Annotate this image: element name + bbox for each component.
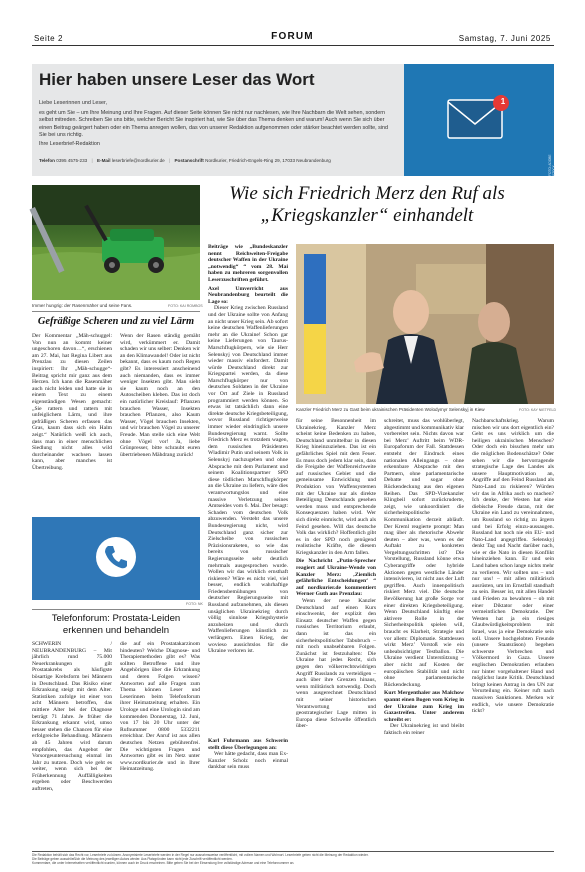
mower-credit: FOTO: KAI ROMBOS (168, 304, 203, 308)
merz-caption: Kanzler Friedrich Merz zu Gast beim ukrainischen Präsidenten Wolodymyr Selenskyj in Kiew (296, 407, 485, 412)
footer-rule (32, 851, 554, 852)
merz-photo (296, 244, 554, 404)
merz-column-3 (384, 418, 464, 850)
phone-label: Telefon (39, 158, 55, 163)
notification-badge: 1 (500, 97, 506, 106)
merz-col1-body: Dieser Krieg zwischen Russland und der Ukraine sollte von Anfang an nicht unser Krieg sein. Ab sofort keine deutschen Waffenlieferungen mehr an die Ukraine! Schon gar keine Lieferungen von Taurus-Marschflugkörpern, wie sie Herr Selenskyj von Deutschland immer wieder massiv einfordert. Damit würde Deutschland direkt zur Kriegspartei werden, da diese Marschflugkörper nur von deutschen Soldaten in der Ukraine vor Ort auf Ziele in Russland programmiert werden können. So etwas ist tatsächlich dann eine direkte deutsche Kriegsbeteiligung, wovor Russland richtigerweise immer wieder eindringlich unsere Bundesregierung warnt. Sollte Friedrich Merz es trotzdem wagen, dem russischen Präsidenten Wladimir Putin und seinem Volk in Selenskyj nachzugeben und ohne Absprache mit dem Parlament und seinem Koalitionspartner SPD diese tödlichen Marschflugkörper an die Ukraine zu liefern, wäre dies verantwortungslos und eine massive Verletzung seines Amtseides vom 6. Mai. Der besagt: Schaden vom deutschen Volk abzuwenden. Versteht das unsere Bundesregierung nicht, wird Deutschland ganz sicher zur Zielscheibe von russischen Präzisionsraketen, so wie das bereits von russischer Regierungsseite sehr deutlich mehrmals ausgesprochen wurde. Wollen wir das wirklich ernsthaft riskieren? Wäre es nicht viel, viel besser, endlich wahrhaftige Friedensbemühungen von deutscher Regierungsseite mit Russland aufzunehmen, als diesen unsäglichen Ukrainekrieg durch völlig sinnlose Kriegshysterie anzuheizen und durch Waffenlieferungen künstlich zu verlängern. Einen Krieg, der wovieso aussichtslos für die Ukraine verloren ist. (208, 305, 288, 655)
banner-signoff: Ihre Leserbrief-Redaktion (39, 141, 100, 147)
phone-panel (32, 517, 200, 600)
merz-col1-end: Wer hätte gedacht, dass man Ex-Kanzler Scholz noch einmal dankbar sein muss (208, 751, 288, 771)
banner-title: Hier haben unsere Leser das Wort (39, 70, 315, 89)
merz-col3-end: Der Ukrainekrieg ist und bleibt faktisch ein reiner (384, 723, 464, 736)
merz-col3-body: schreitet, muss das wohlüberlegt, abgestimmt und kommunikativ klar vorbereitet sein. Nichts davon war bei Merz’ Auftritt beim WDR-Europaforum der Fall. Stattdessen entsteht der Eindruck eines nationalen Alleingangs – ohne erkennbare Absprache mit den Partnern, ohne parlamentarische Debatte und sogar ohne Rückendeckung aus den eigenen Reihen. Das SPD-Vizekanzler Klingbeil sofort zurückruderte, zeigt, wie unkoordiniert die sicherheitspolitische Kommunikation derzeit abläuft. Der Kreml reagierte prompt: Man mag über als rhetorische Abwehr deuten – aber was, wenn es der Auftakt zu konkreten Vergeltungsschritten ist? Die Vorstellung, Russland könne etwa Cyberangriffe oder hybride Aktionen gegen westliche Länder intensivieren, ist nicht aus der Luft gegriffen. Auch innenpolitisch riskiert Merz viel. Die deutsche Bevölkerung hat große Sorge vor einer direkten Kriegsbeteiligung. Wenn Deutschland künftig eine aktivere Rolle in der Sicherheitspolitik spielen will, braucht es Klarheit, Strategie und vor allem: Diplomatie. Stattdessen wirkt Merz’ Vorstoß wie ein unbeabsichtigter Testballon. Die Ukraine verdient Unterstützung – aber nicht auf Kosten der europäischen Stabilität und nicht ohne parlamentarische Rückendeckung. (384, 418, 465, 688)
banner-contact: Telefon 0395 4575-233 | E-Mail leserbriefe@nordkurier.de | Postanschrift Nordkurier, Friedrich-Engels-Ring 29, 17033 Neubrandenburg (39, 158, 331, 163)
phone-headline: Telefonforum: Prostata-Leiden erkennen und behandeln (51, 613, 181, 636)
mower-headline: Gefräßige Scheren und zu viel Lärm (37, 316, 195, 327)
mower-col-2: Wenn der Rasen ständig gemäht wird, verkümmert er. Damit schaden wir uns selber: Denken wir an den Klimawandel! Oder ist nicht bekannt, dass es kaum noch Regen gibt? Es interessiert anscheinend auch niemanden, dass es immer weniger Insekten gibt. Man sieht sie kaum noch an den Autoscheiben kleben. Das ist doch ein natürlicher Kreislauf: Pflanzen brauchen Wasser, Insekten brauchen Pflanzen, also Kaum Wasser, Vögel brauchen Insekten, und wir brauchen Vögel zu unserer Freude. Man stelle sich eine Welt ohne Vögel vor! Ja, liebe Grünpresser, bitte schraubt euren übertriebenen Mähdrang zurück! (120, 333, 200, 458)
merz-col2-end: Wenn der neue Kanzler Deutschland auf einen Kurs einschwenkt, der explizit den Einsatz deutscher Waffen gegen russisches Territorium erlaubt, dann ist das ein sicherheitspolitischer Tabubruch – mit noch unabsehbaren Folgen. Zunächst ist festzuhalten: Die Ukraine hat jedes Recht, sich gegen den völkerrechtswidrigen Angriff Russlands zu verteidigen – auch über ihre Grenzen hinaus, wenn militärisch notwendig. Doch wenn ausgerechnet Deutschland mit seiner historischen Verantwortung und geostrategischer Lage mitten in Europa diese Schwelle öffentlich über- (296, 598, 376, 730)
merz-col4-body: Nachbarschaftskrieg. Warum mischen wir uns dort eigentlich ein? Geht es uns wirklich um die heiligen ukrainischen Menschen? Oder doch ein bisschen mehr um die möglichen Bodenschätze? Oder sehen wir die hervorragende strategische Lage des Landes als unsere Hauptmotivation an, Angriffe auf den Feind Russland als Nato-Land zu riskieren? Würden wir das in Afrika auch so machen? Ich denke, der Westen hat eine diebische Freude daran, mit der Ukraine ein Land zu vereinnahmen, um Russland so richtig zu ärgern und bei Erfolg einzu-aussaugen. Russland hat noch nie ein EU- und Nato-Land angegriffen. Selenskyj denkt Tag und Nacht darüber nach, wie er die Nato in diesen Konflikt hineinziehen kann. Er und sein Land haben schon lange nichts mehr zu verlieren. Wir sollten uns – und nur uns! – mit allen militärisch ausrüsten, um im Ernstfall standhaft zu sein. Besser ist, mit allen Handel und Frieden zu bewahren – ob mit einer Diktator oder einer vermeintlichen Demokratie. Der Westen hat ja ein riesiges Glaubwürdigkeitsproblem mit Israel, was ja eine Demokratie sein soll. Unsere hochgelobten Freunde (unsere Staatsräson) begehen schwerste Verbrechen und Völkermord in Gaza. Unsere englischen Demokratien erlauben nur hinter vorgehaltener Hand und möglichst laute Kritik. Deutschland bringt keinen Antrag in den UN zur Verurteilung ein. Keiner ruft nach massiven Sanktionen. Merken wir endlich, wie unsere Demokratie tickt? (472, 418, 554, 715)
mower-caption: Immer hungrig: der Rasenmäher und seine Fans. (32, 303, 133, 308)
merz-col2-body: für seine Besonnenheit im Ukrainekrieg. Kanzler Merz scheint keine Bedenken zu haben, Deutschland unmittelbar in diesen Krieg hineinzuziehen. Das ist ein gefährliches Spiel mit dem Feuer. Es muss doch jedem klar sein, dass die Freigabe der Waffenreichweite auf russisches Gebiet und die gemeinsame Entwicklung und Produktion von Waffensystemen mit der Ukraine nur als direkte Beteiligung Deutschlands gesehen werden muss und entsprechende Konsequenzen haben wird. Wer sich direkt einmischt, wird auch als Feind gesehen. Will das deutsche Volk das wirklich? Hoffentlich gibt es in der SPD noch genügend realistische Kräfte, die diesem Kriegskanzler in den Arm fallen. (296, 418, 376, 556)
banner-greeting: Liebe Leserinnen und Leser, (39, 100, 108, 106)
merz-headline: Wie sich Friedrich Merz den Ruf als „Kriegskanzler“ einhandelt (229, 183, 505, 226)
phone-credit: FOTO: NK (186, 602, 203, 606)
merz-author-4: Kurt Mergenthaler aus Malchow spannt einen Bogen vom Krieg in der Ukraine zum Krieg im Gazastreifen. Unter anderem schreibt er: (384, 690, 464, 723)
phone-number: 0395 4575-233 (56, 158, 88, 163)
lawnmower-illustration (32, 185, 200, 300)
footer-line-3: Kommentare, die unter Internetseiten veröffentlicht wurden, können auch im Druck erscheinen. Bitte geben Sie bei der Einsendung Ihre vollständige Adresse und eine Telefonnummer an. (32, 861, 295, 866)
mower-col-1: Der Kommentar „Mäh-schuggel: Von nun an kommt keiner ungeschoren davon…“, erschienen am 27. Mai, hat Regina Libert aus Prenzlau zu diesen Zeilen inspiriert: Ihr „Mäh-schugge“-Beitrag spricht mir ganz aus dem Herzen. Ich kann die Rasenmäher auch nicht leiden und hatte sie in einem Text zu einem eigenständigen Wesen gemacht: „Sie rattern und rattern mit unfeiglichem Lärm, und ihre gefräßigen Scheren erfassen das Gras, kaum dass sich ein Halm zeigt.“ Natürlich weiß ich auch, dass man in einer menschlichen Siedlung nicht alles wild durcheinander wachsen lassen kann, aber manches ist Übertreibung. (32, 333, 112, 471)
merz-author-3: Die Nachricht „Putin-Sprecher reagiert auf Ukraine-Wende von Kanzler Merz: ‚Ziemlich gefährliche Entscheidungen‘ “ auf nordkurier.de kommentiert Werner Guth aus Prenzlau: (296, 558, 376, 598)
merz-author-1: Axel Umverricht aus Neubrandenburg beurteilt die Lage so: (208, 285, 288, 305)
merz-column-4 (472, 418, 554, 850)
mower-rule (32, 311, 200, 312)
section-title: FORUM (271, 31, 314, 42)
phone-col-1: SCHWERIN / NEUBRANDENBURG – Mit jährlich rund 75.000 Neuerkrankungen gilt Prostatakrebs als häufigste bösartige Krebsform bei Männern in Deutschland. Das Risiko einer Erkrankung steigt mit dem Alter. Statistiken zufolge ist einer von acht Männern betroffen, das mittlere Alter bei der Diagnose beträgt 71 Jahre. Je früher die Erkrankung erkannt wird, umso besser stehen die Chancen für eine erfolgreiche Behandlung. Männern ab 45 Jahren wird darum empfohlen, das Angebot der Vorsorgeuntersuchung einmal im Jahr zu nutzen. Doch wie geht es weiter, wenn sich bei der Früherkennung Auffälligkeiten ergeben oder Beschwerden auftreten, (32, 641, 112, 793)
email-label: E-Mail (96, 158, 111, 163)
issue-date: Samstag, 7. Juni 2025 (458, 34, 551, 43)
phone-rule (32, 609, 200, 610)
merz-intro: Beiträge wie „Bundeskanzler nennt Reichweiten-Freigabe deutscher Waffen in der Ukraine „notwendig“ “ vom 28. Mai haben zu mehreren sorgenvollen Leserzuschriften geführt. (208, 244, 288, 283)
footer-note (32, 853, 554, 866)
envelope-credit: FOTO: ADOBE STOCK (548, 154, 556, 176)
banner-body: es geht um Sie – um Ihre Meinung und Ihre Fragen. Auf dieser Seite können Sie nicht nur nachlesen, wie Ihre Nachbarn die Welt sehen, sondern selbst mitreden. Schreiben Sie uns bitte, welcher Bericht Sie inspiriert hat, wie Sie über das Thema denken und warum! Auch wenn Sie sich über einen Beitrag geärgert haben oder ein Thema anregen wollen, das von unserer Redaktion aufgenommen oder stärker beachtet werden sollte, sind Sie bei uns richtig. (39, 110, 389, 138)
merz-selenskyj-photo (296, 244, 554, 404)
merz-intro-column (208, 244, 288, 655)
merz-column-1b (208, 408, 288, 850)
merz-credit: FOTO: KAY NIETFELD (519, 408, 557, 412)
merz-author-2: Karl Fuhrmann aus Schwerin stellt diese Überlegungen an: (208, 738, 288, 751)
reader-banner (32, 64, 554, 176)
masthead-rule (32, 45, 554, 46)
phone-icon (94, 535, 138, 579)
post-address: Nordkurier, Friedrich-Engels-Ring 29, 17033 Neubrandenburg (205, 158, 331, 163)
post-label: Postanschrift (174, 158, 204, 163)
email-address: leserbriefe@nordkurier.de (111, 158, 165, 163)
page-number: Seite 2 (34, 34, 64, 43)
merz-column-2 (296, 418, 376, 850)
mower-photo (32, 185, 200, 300)
envelope-panel (404, 64, 554, 176)
phone-col-2: die auf ein Prostatakarzinom hindeuten? Welche Diagnose- und Therapiemethoden gibt es? Was sollten Betroffene und ihre Angehörigen über die Erkrankung und deren Folgen wissen? Antworten auf alle Fragen zum Thema können Leser und Leserinnen beim Telefonforum ihrer Heimatzeitung erhalten. Ein Urologe und eine Urologin sind am kommenden Donnerstag, 12. Juni, von 17 bis 20 Uhr unter der Rufnummer 0800 5332211 erreichbar. Der Anruf ist aus allen deutschen Netzen gebührenfrei. Die wichtigsten Fragen und Antworten gibt es im Netz unter www.nordkurier.de und in Ihrer Heimatzeitung. (120, 641, 200, 773)
footer-line-2: Die Beiträge geben ausschließlich die Meinung des jeweiligen Autors wieder. Aus Platzgründen kann nicht jede Zuschrift veröffentlicht werden. (32, 857, 233, 862)
footer-line-1: Die Redaktion behält sich das Recht vor, Leserbriefe zu kürzen. Anonymisierte Leserbriefe werden in der Regel nur ausnahmsweise veröffentlicht, mit vollem Namen und Wohnort. Leserbriefe geben nicht die Meinung der Redaktion wieder. (32, 853, 369, 857)
